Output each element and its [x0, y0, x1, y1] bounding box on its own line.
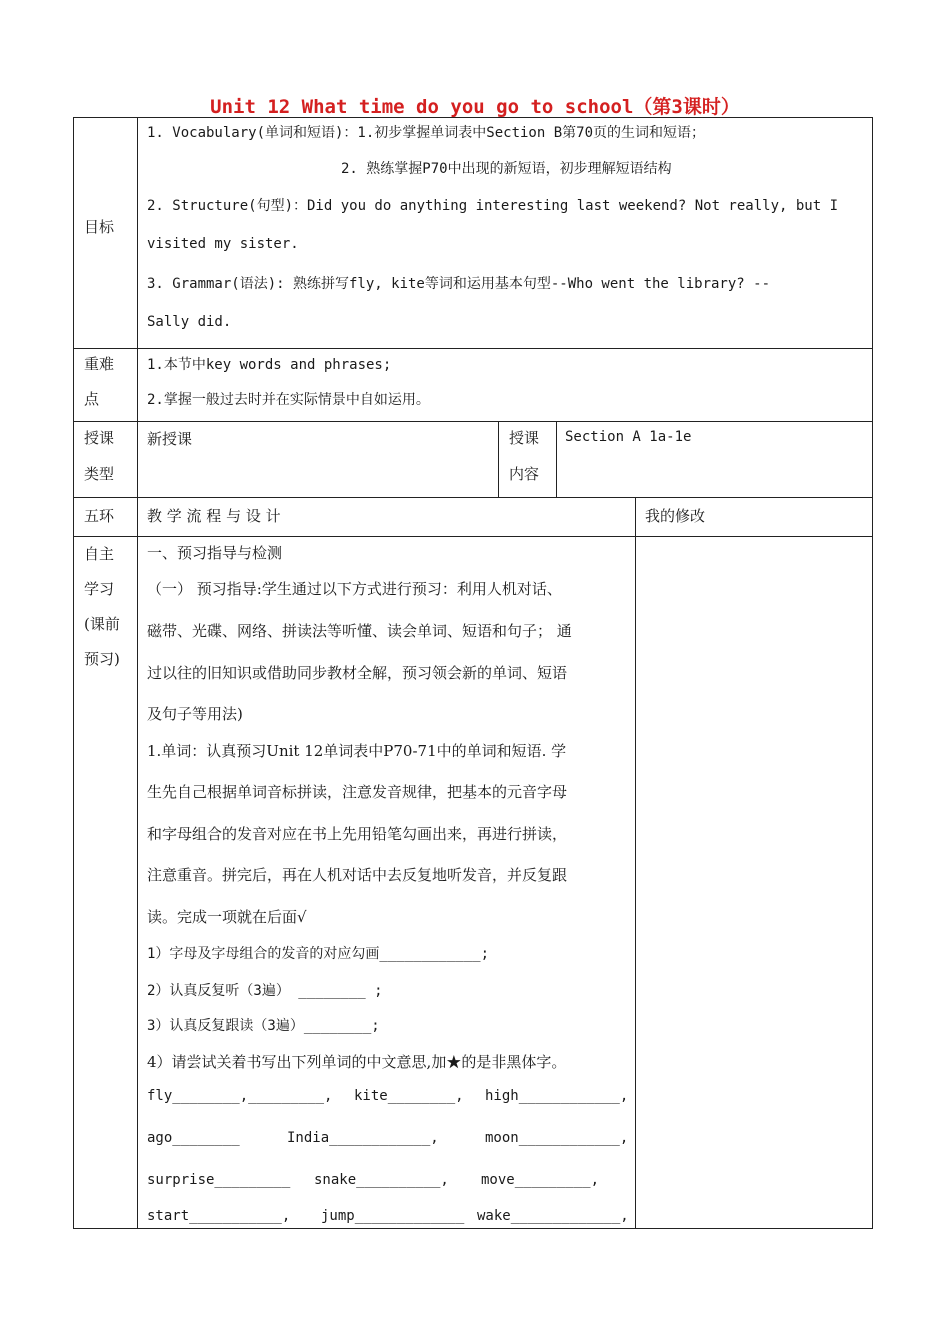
study-line: 4）请尝试关着书写出下列单词的中文意思,加★的是非黑体字。 — [147, 1053, 567, 1071]
goal-line: 2. 熟练掌握P70中出现的新短语，初步理解短语结构 — [341, 161, 672, 177]
word-blank: wake_____________, — [477, 1208, 629, 1224]
word-blank: snake__________, — [314, 1172, 449, 1188]
study-line: 注意重音。拼完后，再在人机对话中去反复地听发音，并反复跟 — [147, 866, 568, 884]
goal-line: 1. Vocabulary(单词和短语)：1.初步掌握单词表中Section B第70页的生词和短语； — [147, 125, 706, 141]
word-blank: surprise_________ — [147, 1172, 291, 1188]
word-blank: moon____________, — [485, 1130, 629, 1146]
word-blank: move_________, — [481, 1172, 600, 1188]
key-point: 2.掌握一般过去时并在实际情景中自如运用。 — [147, 392, 430, 408]
goal-line: 2. Structure(句型)：Did you do anything interesting last weekend? Not really, but I — [147, 198, 839, 214]
study-line: 和字母组合的发音对应在书上先用铅笔勾画出来，再进行拼读， — [147, 825, 568, 843]
study-line: 一、预习指导与检测 — [147, 544, 283, 562]
lesson-content-label: 内容 — [509, 465, 540, 483]
study-line: 2）认真反复听（3遍） ________ ; — [147, 983, 383, 999]
goal-line: 3. Grammar(语法): 熟练拼写fly, kite等词和运用基本句型--Who went the library? -- — [147, 276, 771, 292]
word-blank: high____________, — [485, 1088, 629, 1104]
key-points-label: 点 — [84, 390, 100, 408]
word-blank: kite________, — [354, 1088, 464, 1104]
word-blank: India____________, — [287, 1130, 439, 1146]
study-line: 1.单词：认真预习Unit 12单词表中P70-71中的单词和短语. 学 — [147, 742, 567, 760]
self-study-label: (课前 — [84, 615, 120, 633]
word-blank: jump_____________ — [321, 1208, 465, 1224]
study-line: 磁带、光碟、网络、拼读法等听懂、读会单词、短语和句子； 通 — [147, 622, 572, 640]
study-line: 1）字母及字母组合的发音的对应勾画____________; — [147, 946, 490, 962]
word-blank: start___________, — [147, 1208, 291, 1224]
study-line: 过以往的旧知识或借助同步教材全解，预习领会新的单词、短语 — [147, 664, 568, 682]
self-study-label: 预习) — [84, 650, 120, 668]
goal-line: Sally did. — [147, 314, 232, 330]
study-line: 3）认真反复跟读（3遍）________; — [147, 1018, 380, 1034]
col-header-stage: 五环 — [84, 507, 115, 525]
page-title: Unit 12 What time do you go to school（第3课时） — [210, 96, 740, 118]
lesson-content-value: Section A 1a-1e — [565, 429, 692, 445]
self-study-label: 学习 — [84, 580, 115, 598]
lesson-type-value: 新授课 — [147, 430, 193, 448]
lesson-type-label: 类型 — [84, 465, 115, 483]
key-points-label: 重难 — [84, 355, 115, 373]
goal-line: visited my sister. — [147, 236, 299, 252]
col-header-revision: 我的修改 — [645, 507, 706, 525]
study-line: 生先自己根据单词音标拼读，注意发音规律，把基本的元音字母 — [147, 783, 568, 801]
study-line: （一） 预习指导:学生通过以下方式进行预习：利用人机对话、 — [147, 580, 562, 598]
word-blank: ago________ — [147, 1130, 240, 1146]
goals-label: 目标 — [84, 218, 115, 236]
col-header-process: 教 学 流 程 与 设 计 — [147, 507, 281, 525]
key-point: 1.本节中key words and phrases; — [147, 357, 392, 373]
self-study-label: 自主 — [84, 545, 115, 563]
study-line: 读。完成一项就在后面√ — [147, 908, 307, 926]
lesson-type-label: 授课 — [84, 429, 115, 447]
word-blank: fly________,_________, — [147, 1088, 333, 1104]
lesson-content-label: 授课 — [509, 429, 540, 447]
study-line: 及句子等用法) — [147, 705, 243, 723]
